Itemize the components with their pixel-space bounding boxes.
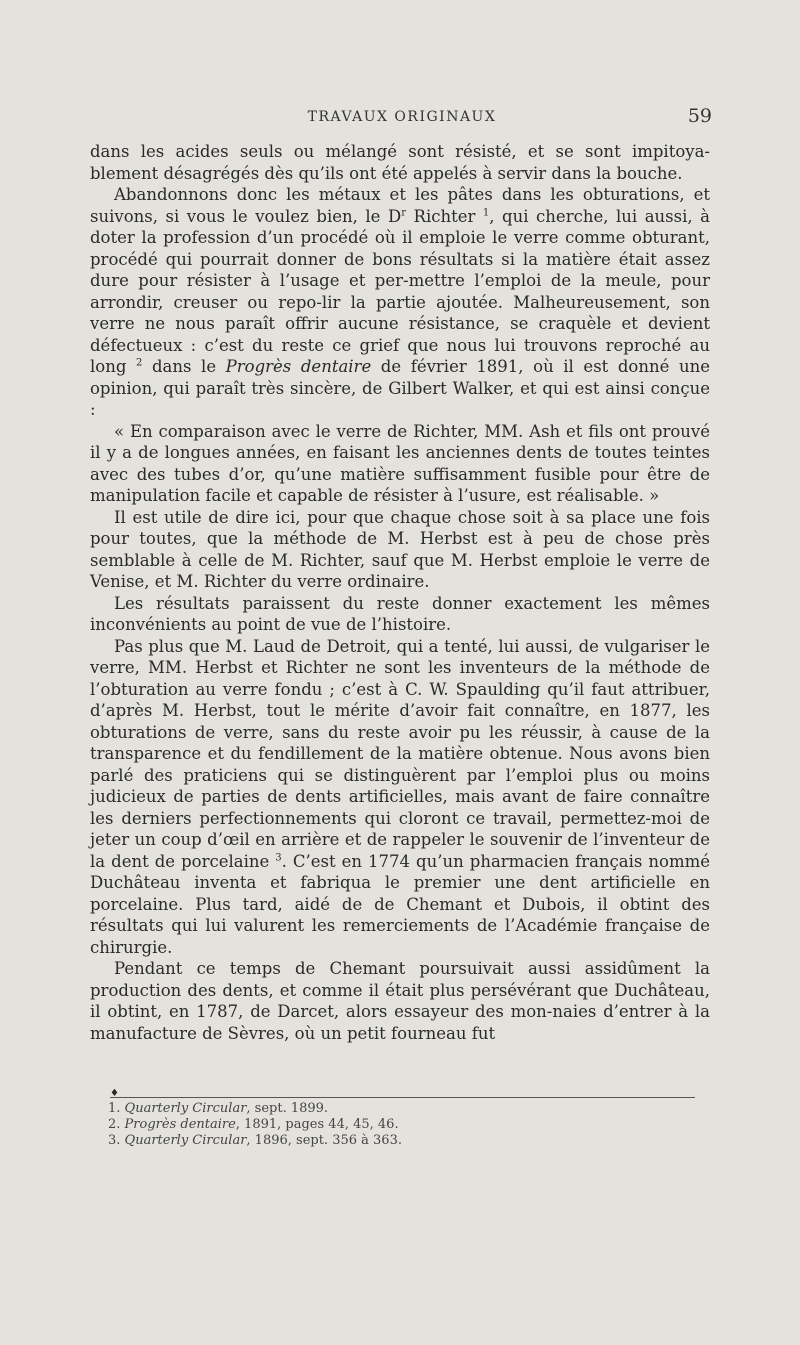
footnote-ref: r bbox=[401, 207, 406, 218]
text-run: de février 1891, où il est donné une opinion, qui paraît très sincère, de Gilbert Walker, et qui est ainsi conçue : bbox=[90, 357, 710, 419]
footnote-item bbox=[108, 1117, 608, 1133]
footnote-source-title: Quarterly Circular bbox=[124, 1101, 247, 1116]
text-run: « En comparaison avec le verre de Richter, MM. Ash et fils ont prouvé il y a de longues années, en faisant les anciennes dents de toutes teintes avec des tubes d’or, qu’une matière suffisamment fusible pour être de manipulation facile et capable de résister à l’usure, est réalisable. » bbox=[90, 421, 710, 505]
italic-text: Progrès dentaire bbox=[225, 357, 372, 376]
footnote-rule bbox=[110, 1097, 695, 1098]
footnotes bbox=[108, 1101, 608, 1149]
footnote-details: , sept. 1899. bbox=[246, 1101, 329, 1116]
footnote-number: 1. bbox=[108, 1101, 125, 1116]
text-run: dans le bbox=[142, 357, 226, 376]
text-run: dans les acides seuls ou mélangé sont résisté, et se sont impitoya-blement désagrégés dès qu’ils ont été appelés à servir dans la bouche. bbox=[90, 142, 710, 183]
footnote-item bbox=[108, 1101, 608, 1117]
footnote-source-title: Progrès dentaire bbox=[124, 1117, 236, 1132]
text-run: . C’est en 1774 qu’un pharmacien français nommé Duchâteau inventa et fabriqua le premier une dent artificielle en porcelaine. Plus tard, aidé de de Chemant et Dubois, il obtint des résultats qui lui valurent les remerciements de l’Académie française de chirurgie. bbox=[90, 851, 710, 957]
footnote-ref: 2 bbox=[136, 357, 143, 369]
text-run: Pas plus que M. Laud de Detroit, qui a tenté, lui aussi, de vulgariser le verre, MM. Herbst et Richter ne sont les inventeurs de la méthode de l’obturation au verre fondu ; c’est à C. W. Spaulding qu’il faut attribuer, d’après M. Herbst, tout le mérite d’avoir fait connaître, en 1877, les obturations de verre, sans du reste avoir pu les réussir, à cause de la transparence et du fendillement de la matière obtenue. Nous avons bien parlé des praticiens qui se distinguèrent par l’emploi plus ou moins judicieux de parties de dents artificielles, mais avant de faire connaître les derniers perfectionnements qui cloront ce travail, permettez-moi de jeter un coup d’œil en arrière et de rappeler le souvenir de l’inventeur de la dent de porcelaine bbox=[90, 636, 710, 871]
footnote-item bbox=[108, 1133, 608, 1149]
text-run: Pendant ce temps de Chemant poursuivait aussi assidûment la production des dents, et comme il était plus persévérant que Duchâteau, il obtint, en 1787, de Darcet, alors essayeur des mon-naies d’entrer à la manufacture de Sèvres, où un petit fourneau fut bbox=[90, 959, 710, 1043]
text-run: , qui cherche, lui aussi, à doter la profession d’un procédé où il emploie le verre comme obturant, procédé qui pourrait donner de bons résultats si la matière était assez dure pour résister à l’usage et per-mettre l’emploi de la meule, pour arrondir, creuser ou repo-lir la partie ajoutée. Malheureusement, son verre ne nous paraît offrir aucune résistance, se craquèle et devient défectueux : c’est du reste ce grief que nous lui trouvons reproché au long bbox=[90, 206, 710, 376]
footnote-mark: ♦ bbox=[110, 1088, 119, 1099]
footnote-number: 3. bbox=[108, 1133, 125, 1148]
paragraph-p3 bbox=[90, 421, 710, 507]
paragraph-p5 bbox=[90, 593, 710, 636]
text-run: Richter bbox=[405, 206, 483, 226]
text-run: Il est utile de dire ici, pour que chaque chose soit à sa place une fois pour toutes, que la méthode de M. Herbst est à peu de chose près semblable à celle de M. Richter, sauf que M. Herbst emploie le verre de Venise, et M. Richter du verre ordinaire. bbox=[90, 507, 710, 591]
running-title: TRAVAUX ORIGINAUX bbox=[307, 109, 497, 125]
body-text bbox=[90, 141, 710, 1044]
text-run: Abandonnons donc les métaux et les pâtes dans les obturations, et suivons, si vous le voulez bien, le D bbox=[90, 185, 710, 226]
footnote-ref: 3 bbox=[275, 852, 282, 863]
footnote-source-title: Quarterly Circular bbox=[124, 1133, 247, 1148]
footnote-number: 2. bbox=[108, 1117, 125, 1132]
footnote-details: , 1896, sept. 356 à 363. bbox=[246, 1133, 402, 1148]
running-header bbox=[92, 105, 712, 129]
page-number: 59 bbox=[687, 105, 712, 127]
text-run: Les résultats paraissent du reste donner exactement les mêmes inconvénients au point de vue de l’histoire. bbox=[90, 593, 710, 634]
paragraph-p6 bbox=[90, 636, 710, 959]
footnote-details: , 1891, pages 44, 45, 46. bbox=[235, 1117, 399, 1132]
paragraph-p7 bbox=[90, 958, 710, 1044]
paragraph-p2 bbox=[90, 184, 710, 421]
paragraph-p1 bbox=[90, 141, 710, 184]
footnote-ref: 1 bbox=[482, 207, 490, 218]
paragraph-p4 bbox=[90, 507, 710, 593]
